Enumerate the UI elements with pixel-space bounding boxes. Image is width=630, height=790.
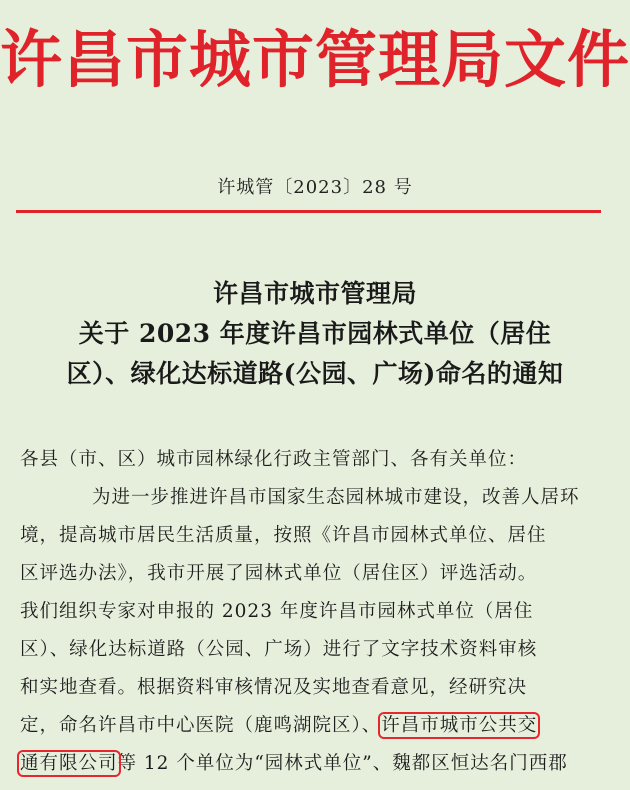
document-header-title: 许昌市城市管理局文件 (0, 23, 630, 96)
body-line (20, 749, 568, 775)
notice-title-line-2: 关于 2023 年度许昌市园林式单位（居住 (78, 319, 552, 348)
body-line: 和实地查看。根据资料审核情况及实地查看意见，经研究决 (20, 677, 528, 698)
body-line: 区）、绿化达标道路（公园、广场）进行了文字技术资料审核 (20, 639, 538, 660)
red-divider (16, 210, 601, 213)
body-line (20, 711, 537, 737)
body-line: 我们组织专家对申报的 2023 年度许昌市园林式单位（居住 (20, 601, 534, 622)
salutation: 各县（市、区）城市园林绿化行政主管部门、各有关单位： (20, 449, 528, 470)
highlighted-company-name-part2: 通有限公司 (20, 753, 118, 774)
body-text: 等 12 个单位为“园林式单位”、魏都区恒达名门西郡 (117, 753, 568, 774)
body-text: 定，命名许昌市中心医院（鹿鸣湖院区）、 (20, 715, 382, 736)
body-line: 境，提高城市居民生活质量，按照《许昌市园林式单位、居住 (20, 525, 547, 546)
body-line: 为进一步推进许昌市国家生态园林城市建设，改善人居环 (92, 487, 580, 508)
document-number: 许城管〔2023〕28 号 (217, 177, 413, 198)
body-line: 区评选办法》，我市开展了园林式单位（居住区）评选活动。 (20, 563, 538, 584)
highlighted-company-name-part1: 许昌市城市公共交 (381, 715, 538, 736)
notice-title-line-1: 许昌市城市管理局 (212, 279, 417, 308)
notice-title-line-3: 区）、绿化达标道路(公园、广场)命名的通知 (66, 359, 564, 388)
